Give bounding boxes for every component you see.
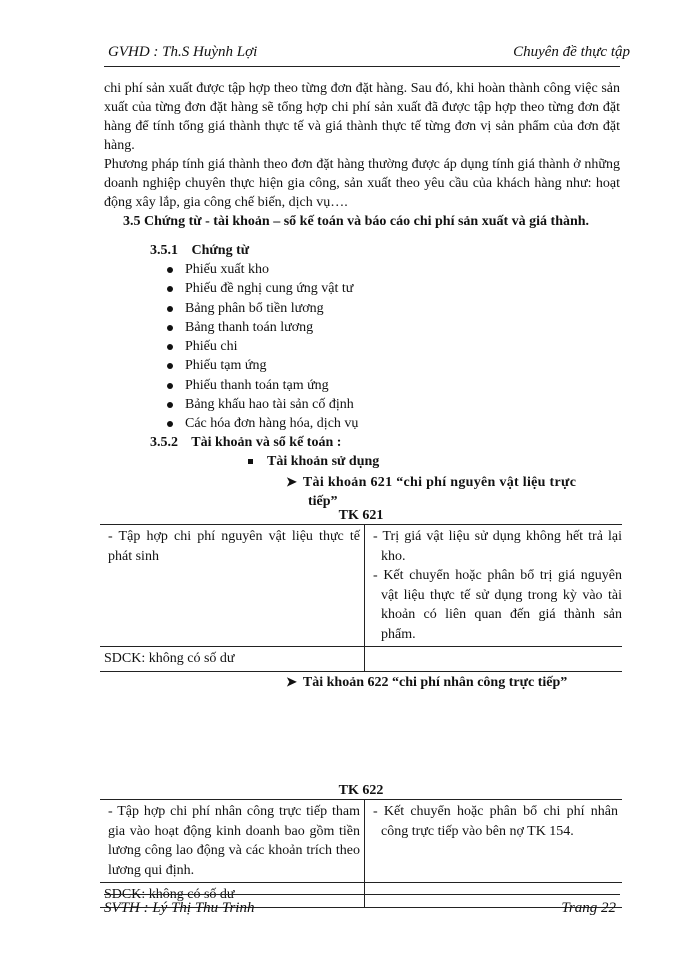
header-rule bbox=[104, 66, 620, 67]
bullet-icon bbox=[167, 325, 173, 331]
tk-621-balance: SDCK: không có số dư bbox=[100, 647, 365, 672]
paragraph-1: chi phí sản xuất được tập hợp theo từng đơn đặt hàng. Sau đó, khi hoàn thành công việc sản xuất của từng đơn đặt hàng sẽ tổng hợp chi phí sản xuất đã được tập hợp theo từng đơn đặt hàng để tính tổng giá thành thực tế và giá thành thực tế từng đơn vị sản phẩm của đơn đặt hàng. bbox=[104, 81, 620, 153]
paragraph-2: Phương pháp tính giá thành theo đơn đặt hàng thường được áp dụng tính giá thành ở những doanh nghiệp chuyên thực hiện gia công, sản xuất theo yêu cầu của khách hàng như: hoạt động xây lắp, gia công chế biến, dịch vụ…. bbox=[104, 157, 620, 210]
section-3-5-number: 3.5 bbox=[123, 214, 141, 229]
bullet-icon bbox=[167, 363, 173, 369]
list-item: Bảng thanh toán lương bbox=[166, 318, 358, 337]
bullet-icon bbox=[167, 306, 173, 312]
section-3-5-2-number: 3.5.2 bbox=[150, 435, 178, 450]
section-3-5-1-number: 3.5.1 bbox=[150, 243, 178, 258]
footer-rule bbox=[104, 894, 620, 895]
section-3-5-1-heading bbox=[150, 243, 249, 259]
tk-621-credit-1: - Trị giá vật liệu sử dụng không hết trả lại kho. bbox=[373, 529, 622, 564]
documents-list bbox=[166, 260, 358, 434]
bullet-icon bbox=[167, 383, 173, 389]
list-item: Phiếu xuất kho bbox=[166, 260, 358, 279]
tk-621-table bbox=[100, 524, 622, 672]
tk-621-credit-2: - Kết chuyển hoặc phân bổ trị giá nguyên vật liệu thực tế sử dụng trong kỳ vào tài khoản có liên quan đến giá thành sản phẩm. bbox=[373, 568, 622, 642]
bullet-icon bbox=[167, 267, 173, 273]
tk-622-table bbox=[100, 799, 622, 908]
footer-page-number: Trang 22 bbox=[561, 900, 616, 916]
bullet-icon bbox=[167, 402, 173, 408]
section-3-5-2-heading bbox=[150, 435, 341, 451]
account-621-heading: ➤ Tài khoản 621 “chi phí nguyên vật liệu trực tiếp” bbox=[286, 474, 577, 509]
tk-622-balance: SDCK: không có số dư bbox=[100, 883, 365, 908]
arrow-bullet-icon: ➤ bbox=[286, 474, 297, 489]
list-item: Phiếu tạm ứng bbox=[166, 356, 358, 375]
bullet-icon bbox=[167, 421, 173, 427]
tk-622-credit: - Kết chuyển hoặc phân bổ chi phí nhân công trực tiếp vào bên nợ TK 154. bbox=[373, 804, 618, 839]
account-622-heading: ➤ Tài khoản 622 “chi phí nhân công trực tiếp” bbox=[286, 674, 568, 690]
list-item: Bảng phân bổ tiền lương bbox=[166, 299, 358, 318]
section-3-5-heading bbox=[123, 212, 620, 231]
list-item: Phiếu thanh toán tạm ứng bbox=[166, 376, 358, 395]
tk-621-title: TK 621 bbox=[338, 508, 384, 523]
square-bullet-icon bbox=[248, 459, 253, 464]
list-item: Phiếu đề nghị cung ứng vật tư bbox=[166, 279, 358, 298]
list-item: Phiếu chi bbox=[166, 337, 358, 356]
accounts-used-heading: Tài khoản sử dụng bbox=[248, 454, 379, 470]
section-3-5-title: Chứng từ - tài khoản – sổ kế toán và báo cáo chi phí sản xuất và giá thành. bbox=[144, 214, 590, 229]
bullet-icon bbox=[167, 286, 173, 292]
list-item: Bảng khấu hao tài sản cố định bbox=[166, 395, 358, 414]
bullet-icon bbox=[167, 344, 173, 350]
tk-622-debit: - Tập hợp chi phí nhân công trực tiếp tham gia vào hoạt động kinh doanh bao gồm tiền lương công lao động và các khoản trích theo lương qui định. bbox=[100, 800, 365, 883]
list-item: Các hóa đơn hàng hóa, dịch vụ bbox=[166, 414, 358, 433]
tk-622-title: TK 622 bbox=[338, 783, 384, 798]
footer-student: SVTH : Lý Thị Thu Trinh bbox=[104, 900, 255, 916]
header-title: Chuyên đề thực tập bbox=[513, 44, 630, 60]
arrow-bullet-icon: ➤ bbox=[286, 674, 297, 689]
header-advisor: GVHD : Th.S Huỳnh Lợi bbox=[108, 44, 258, 60]
tk-621-debit: - Tập hợp chi phí nguyên vật liệu thực tế phát sinh bbox=[100, 525, 365, 647]
section-3-5-2-title: Tài khoản và sổ kế toán : bbox=[191, 435, 342, 450]
section-3-5-1-title: Chứng từ bbox=[191, 243, 250, 258]
